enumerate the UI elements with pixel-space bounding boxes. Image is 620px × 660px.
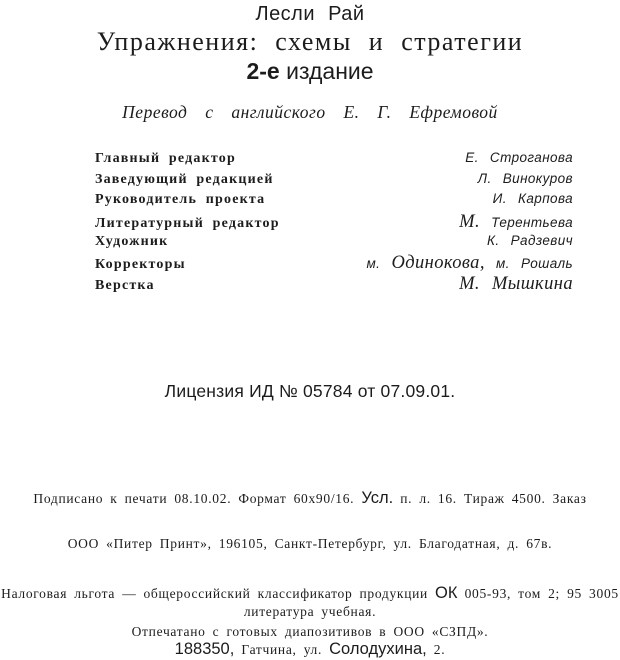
- tax-benefit-line2: литература учебная.: [243, 604, 377, 619]
- text-part: Налоговая льгота — общероссийский классификатор продукции: [1, 586, 436, 601]
- text-part: Е. Строганова: [465, 150, 573, 165]
- text-part: Одинокова,: [391, 253, 485, 274]
- text-part: м.: [366, 256, 392, 272]
- publisher-line: ООО «Питер Принт», 196105, Санкт-Петербург, ул. Благодатная, д. 67в.: [67, 536, 553, 551]
- staff-row: [95, 171, 573, 192]
- print-info-line: [0, 489, 620, 508]
- staff-role-label: Заведующий редакцией: [95, 171, 274, 187]
- text-part: 2.: [426, 642, 446, 657]
- license-line: Лицензия ИД № 05784 от 07.09.01.: [164, 381, 456, 401]
- text-part: м. Рошаль: [484, 256, 573, 272]
- text-part: Гатчина, ул.: [234, 642, 330, 657]
- staff-role-label: Верстка: [95, 278, 155, 294]
- book-title: Упражнения: схемы и стратегии: [96, 27, 524, 56]
- staff-row: [95, 274, 573, 295]
- author-name: Лесли Рай: [255, 3, 365, 25]
- staff-list: [95, 150, 573, 295]
- text-part: Солодухина,: [329, 640, 427, 658]
- staff-person-name: [493, 191, 573, 206]
- staff-role-label: Руководитель проекта: [95, 192, 266, 208]
- staff-person-name: [459, 212, 573, 233]
- text-part: 005-93, том 2; 95 3005: [457, 586, 619, 601]
- text-part: 188350,: [174, 640, 235, 658]
- staff-row: [95, 233, 573, 254]
- text-part: К. Радзевич: [486, 232, 573, 248]
- text-part: п. л. 16. Тираж 4500. Заказ: [393, 491, 587, 506]
- text-part: И. Карпова: [492, 191, 573, 207]
- staff-person-name: [478, 171, 573, 186]
- staff-person-name: [487, 233, 573, 248]
- tax-benefit-line: [0, 584, 620, 603]
- edition-number: 2-е: [246, 58, 280, 84]
- staff-row: [95, 212, 573, 233]
- text-part: Подписано к печати 08.10.02. Формат 60x90/16.: [33, 491, 362, 506]
- text-part: Л. Винокуров: [477, 170, 573, 186]
- staff-role-label: Главный редактор: [95, 151, 236, 166]
- staff-person-name: [459, 274, 573, 295]
- staff-role-label: Художник: [95, 233, 169, 249]
- text-part: М. Мышкина: [459, 274, 573, 295]
- translation-credit: Перевод с английского Е. Г. Ефремовой: [122, 102, 498, 122]
- printer-address-line: [0, 640, 620, 659]
- text-part: ОК: [435, 584, 458, 602]
- staff-row: [95, 253, 573, 274]
- staff-person-name: [367, 253, 574, 274]
- staff-role-label: Литературный редактор: [95, 216, 280, 232]
- printed-from-line: Отпечатано с готовых диапозитивов в ООО «СЗПД».: [131, 624, 489, 639]
- staff-row: [95, 191, 573, 212]
- staff-person-name: [465, 150, 573, 165]
- text-part: М.: [459, 212, 480, 233]
- text-part: Терентьева: [479, 215, 573, 231]
- edition-word: издание: [279, 58, 374, 84]
- staff-row: [95, 150, 573, 171]
- edition-line: [0, 58, 620, 85]
- staff-role-label: Корректоры: [95, 257, 186, 273]
- text-part: Усл.: [361, 489, 394, 507]
